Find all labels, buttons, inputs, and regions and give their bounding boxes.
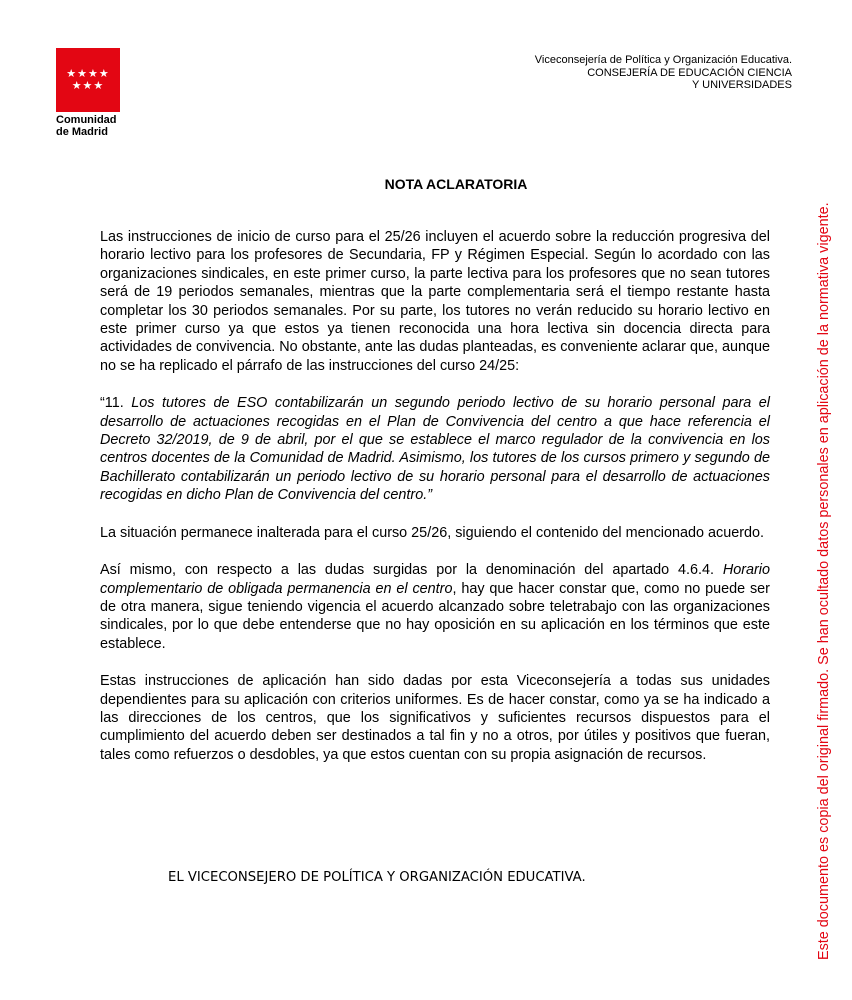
logo-text-line1: Comunidad — [56, 114, 117, 126]
signature-line: EL VICECONSEJERO DE POLÍTICA Y ORGANIZACIÓN EDUCATIVA. — [168, 870, 586, 885]
comunidad-de-madrid-logo — [56, 48, 122, 138]
document-body — [100, 228, 770, 783]
logo-red-square — [56, 48, 120, 112]
paragraph-4 — [100, 561, 770, 653]
paragraph-4-italic: Horario complementario de obligada permanencia en el centro — [100, 562, 770, 597]
document-title: NOTA ACLARATORIA — [384, 176, 528, 192]
quote-text: Los tutores de ESO contabilizarán un segundo periodo lectivo de su horario personal para el desarrollo de actuaciones recogidas en el Plan de Convivencia del centro a que hace referencia el Decreto 32/2019, de 9 de abril, por el que se establece el marco regulador de la convivencia en los centros docentes de la Comunidad de Madrid. Asimismo, los tutores de los cursos primero y segundo de Bachillerato contabilizarán un periodo lectivo de su horario personal para el desarrollo de actuaciones recogidas en dicho Plan de Convivencia del centro.” — [100, 395, 770, 504]
quote-number: “11. — [100, 395, 132, 412]
header-line-3: Y UNIVERSIDADES — [691, 79, 792, 91]
paragraph-3: La situación permanece inalterada para el curso 25/26, siguiendo el contenido del mencionado acuerdo. — [100, 524, 765, 541]
vertical-side-note: Este documento es copia del original firmado. Se han ocultado datos personales en aplicación de la normativa vigente. — [816, 202, 832, 960]
header-line-2: CONSEJERÍA DE EDUCACIÓN CIENCIA — [587, 66, 792, 79]
logo-text-line2: de Madrid — [56, 126, 108, 138]
paragraph-4-end: , hay que hacer constar que, como no puede ser de otra manera, sigue teniendo vigencia el acuerdo alcanzado sobre teletrabajo con las organizaciones sindicales, por lo que debe entenderse que no hay oposición en su aplicación en los términos que este establece. — [100, 580, 770, 652]
quoted-instruction — [100, 394, 770, 504]
logo-text — [56, 114, 122, 138]
logo-stars-icon: ★★★★ ★★★ — [66, 68, 110, 92]
paragraph-1: Las instrucciones de inicio de curso para el 25/26 incluyen el acuerdo sobre la reducción progresiva del horario lectivo para los profesores de Secundaria, FP y Régimen Especial. Según lo acordado con las organizaciones sindicales, en este primer curso, la parte lectiva para los profesores que no sean tutores será de 19 periodos semanales, mientras que la parte complementaria será el tiempo restante hasta completar los 30 periodos semanales. Por su parte, los tutores no verán reducido su horario lectivo en este primer curso ya que estos ya tienen reconocida una hora lectiva sin docencia directa para actividades de convivencia. No obstante, ante las dudas planteadas, es conveniente aclarar que, aunque no se ha replicado el párrafo de las instrucciones del curso 24/25: — [100, 229, 770, 374]
paragraph-4-start: Así mismo, con respecto a las dudas surgidas por la denominación del apartado 4.6.4. — [100, 562, 723, 579]
header-line-1: Viceconsejería de Política y Organización Educativa. — [534, 54, 792, 66]
paragraph-5: Estas instrucciones de aplicación han sido dadas por esta Viceconsejería a todas sus unidades dependientes para su aplicación con criterios uniformes. Es de hacer constar, como ya se ha indicado a las direcciones de los centros, que los significativos y suficientes recursos dispuestos para el cumplimiento del acuerdo deben ser destinados a tal fin y no a otros, por útiles y positivos que fueran, tales como refuerzos o desdobles, ya que estos cuentan con su propia asignación de recursos. — [100, 673, 770, 763]
issuing-body-header — [535, 54, 792, 92]
